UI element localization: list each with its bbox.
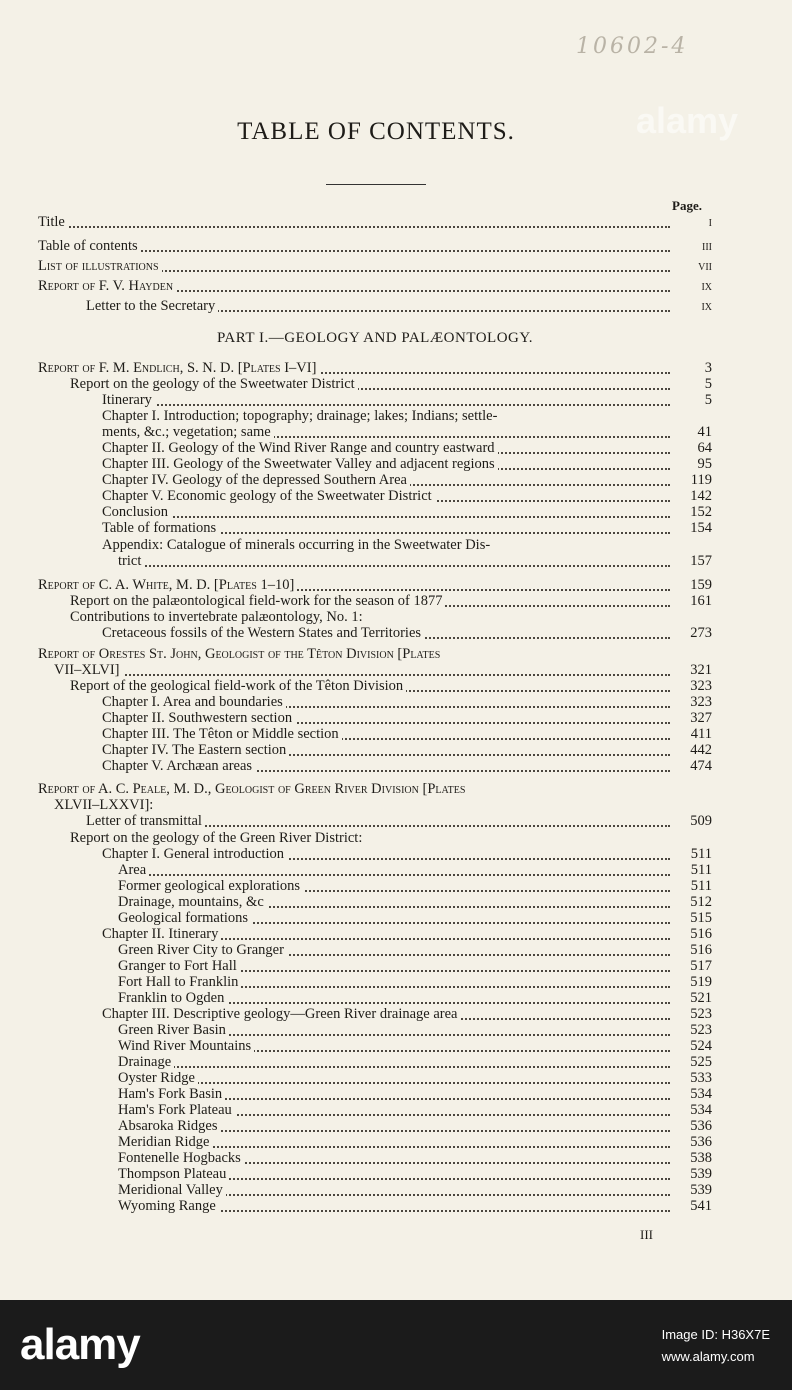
toc-entry-page: 523 [690,1006,712,1022]
toc-entry-page: 541 [690,1198,712,1214]
toc-entry-page: ix [701,298,712,314]
toc-entry-page: 41 [697,424,712,440]
toc-entry [0,1038,712,1054]
toc-entry [0,1150,712,1166]
toc-entry-label: Report of A. C. Peale, M. D., Geologist of Green River Division [Plates [38,781,468,797]
toc-entry-label: Report on the palæontological field-work for the season of 1877 [70,593,445,609]
toc-entry-label: Chapter I. Area and boundaries [102,694,286,710]
toc-entry [0,440,712,456]
toc-entry-label: Thompson Plateau [118,1166,229,1182]
toc-entry-label: Cretaceous fossils of the Western States and Territories [102,625,424,641]
toc-entry-label: Wyoming Range [118,1198,219,1214]
toc-entry-label: Chapter IV. The Eastern section [102,742,289,758]
toc-entry [0,537,712,553]
site-url: www.alamy.com [661,1349,755,1364]
toc-entry-page: 142 [690,488,712,504]
toc-entry [0,1102,712,1118]
toc-entry-label: Ham's Fork Plateau [118,1102,235,1118]
dot-leader [118,874,670,876]
toc-entry-label: Former geological explorations [118,878,303,894]
toc-entry [0,472,712,488]
page-column-heading: Page. [672,198,702,213]
toc-entry [0,609,712,625]
toc-entry [0,376,712,392]
toc-entry [0,781,712,797]
toc-entry-page: 3 [704,360,712,376]
dot-leader [118,1066,670,1068]
toc-entry [0,1022,712,1038]
toc-entry-label: Report of Orestes St. John, Geologist of the Têton Division [Plates [38,646,443,662]
toc-entry [0,910,712,926]
toc-entry [0,662,712,678]
toc-entry [0,424,712,440]
toc-entry-page: 515 [690,910,712,926]
toc-entry [0,646,712,662]
toc-entry [0,710,712,726]
toc-entry-page: 534 [690,1102,712,1118]
toc-entry-page: 533 [690,1070,712,1086]
toc-entry [0,758,712,774]
toc-entry [0,1134,712,1150]
toc-entry-label: Area [118,862,149,878]
page-title: TABLE OF CONTENTS. [237,118,515,145]
toc-entry-page: 321 [690,662,712,678]
toc-entry-label: Chapter V. Economic geology of the Sweetwater District [102,488,435,504]
toc-entry-label: Title [38,214,68,230]
toc-entry-page: 539 [690,1182,712,1198]
toc-entry-page: 161 [690,593,712,609]
toc-entry [0,392,712,408]
toc-entry [0,577,712,593]
toc-entry-page: i [708,214,712,230]
toc-entry-page: iii [702,238,712,254]
toc-entry-page: 539 [690,1166,712,1182]
dot-leader [54,674,670,676]
toc-entry [0,974,712,990]
toc-entry-page: 523 [690,1022,712,1038]
toc-entry-label: Fort Hall to Franklin [118,974,241,990]
toc-entry-page: 536 [690,1134,712,1150]
handwritten-catalog-number: 10602-4 [576,34,689,59]
toc-entry-page: 525 [690,1054,712,1070]
toc-entry [0,958,712,974]
toc-entry-label: trict [118,553,144,569]
toc-entry-label: Conclusion [102,504,171,520]
toc-entry-label: Report of C. A. White, M. D. [Plates 1–10] [38,577,297,593]
toc-entry-label: Report on the geology of the Sweetwater District [70,376,358,392]
toc-entry-page: 536 [690,1118,712,1134]
toc-entry-page: 509 [690,813,712,829]
toc-entry-label: Report of F. V. Hayden [38,278,176,294]
toc-entry-page: 534 [690,1086,712,1102]
toc-entry-label: Letter to the Secretary [86,298,218,314]
toc-entry [0,278,712,294]
toc-entry-page: 411 [690,726,712,742]
toc-entry-page: 517 [690,958,712,974]
toc-entry-label: Chapter II. Southwestern section [102,710,295,726]
dot-leader [38,226,670,228]
toc-entry-page: 273 [690,625,712,641]
toc-entry [0,408,712,424]
toc-entry [0,878,712,894]
toc-entry-label: List of illustrations [38,258,162,274]
toc-entry-label: Green River Basin [118,1022,229,1038]
toc-entry [0,520,712,536]
toc-entry [0,797,712,813]
toc-entry [0,894,712,910]
toc-entry [0,726,712,742]
toc-entry [0,258,712,274]
toc-entry-page: 511 [690,862,712,878]
toc-entry-label: Chapter III. Descriptive geology—Green River drainage area [102,1006,461,1022]
part-heading: PART I.—GEOLOGY AND PALÆONTOLOGY. [216,330,534,346]
toc-entry-label: Meridional Valley [118,1182,226,1198]
toc-entry [0,504,712,520]
toc-entry-label: Drainage [118,1054,174,1070]
image-id-block [662,1324,770,1368]
toc-entry-label: Appendix: Catalogue of minerals occurring in the Sweetwater Dis- [102,537,493,553]
toc-entry [0,360,712,376]
toc-entry-page: 511 [690,878,712,894]
dot-leader [102,516,670,518]
toc-entry-page: ix [701,278,712,294]
image-id: Image ID: H36X7E [661,1327,770,1342]
toc-entry [0,1198,712,1214]
toc-entry-label: Absaroka Ridges [118,1118,220,1134]
toc-entry-page: 442 [690,742,712,758]
toc-entry-page: 159 [690,577,712,593]
dot-leader [118,1082,670,1084]
alamy-logo: alamy [20,1320,140,1369]
toc-entry-page: 538 [690,1150,712,1166]
toc-entry [0,742,712,758]
toc-entry [0,488,712,504]
toc-entry-label: XLVII–LXXVI]: [54,797,156,813]
toc-entry-label: VII–XLVI] [54,662,123,678]
toc-entry [0,846,712,862]
toc-entry-page: 524 [690,1038,712,1054]
toc-entry-label: Chapter III. The Têton or Middle section [102,726,342,742]
page-number: III [640,1227,653,1242]
toc-entry-label: Granger to Fort Hall [118,958,240,974]
toc-entry-label: Drainage, mountains, &c [118,894,267,910]
toc-entry [0,1118,712,1134]
toc-entry [0,830,712,846]
toc-entry-label: ments, &c.; vegetation; same [102,424,274,440]
toc-entry-label: Report of the geological field-work of the Têton Division [70,678,406,694]
toc-entry-page: 516 [690,926,712,942]
toc-entry-page: 5 [704,376,712,392]
toc-entry-page: 519 [690,974,712,990]
toc-entry [0,1070,712,1086]
toc-entry-label: Franklin to Ogden [118,990,227,1006]
toc-entry-page: 157 [690,553,712,569]
toc-entry-page: 511 [690,846,712,862]
toc-entry-label: Oyster Ridge [118,1070,198,1086]
toc-entry-page: 323 [690,694,712,710]
toc-entry [0,238,712,254]
toc-entry-page: 154 [690,520,712,536]
toc-entry-label: Report of F. M. Endlich, S. N. D. [Plates I–VI] [38,360,319,376]
toc-entry-label: Contributions to invertebrate palæontology, No. 1: [70,609,366,625]
stock-footer [0,1300,792,1390]
toc-entry-page: 323 [690,678,712,694]
toc-entry-label: Chapter III. Geology of the Sweetwater Valley and adjacent regions [102,456,498,472]
toc-entry [0,813,712,829]
toc-entry-label: Fontenelle Hogbacks [118,1150,244,1166]
toc-entry-page: 516 [690,942,712,958]
toc-entry-label: Chapter I. Introduction; topography; drainage; lakes; Indians; settle- [102,408,500,424]
toc-entry [0,1086,712,1102]
toc-entry [0,593,712,609]
toc-entry [0,298,712,314]
toc-entry-label: Chapter II. Geology of the Wind River Range and country eastward [102,440,498,456]
toc-entry-label: Report on the geology of the Green River District: [70,830,365,846]
watermark: alamy [636,100,739,141]
toc-entry-label: Letter of transmittal [86,813,205,829]
title-divider [326,184,426,185]
toc-entry-label: Table of contents [38,238,141,254]
dot-leader [102,404,670,406]
toc-entry [0,456,712,472]
toc-entry [0,694,712,710]
toc-entry [0,214,712,230]
toc-entry [0,942,712,958]
toc-entry-label: Chapter IV. Geology of the depressed Southern Area [102,472,410,488]
toc-entry-page: 5 [704,392,712,408]
toc-entry-label: Itinerary [102,392,155,408]
toc-entry [0,625,712,641]
dot-leader [118,565,670,567]
toc-entry [0,678,712,694]
toc-entry-page: 512 [690,894,712,910]
toc-entry [0,1182,712,1198]
toc-entry-label: Wind River Mountains [118,1038,254,1054]
toc-entry-label: Table of formations [102,520,219,536]
toc-entry-label: Geological formations [118,910,251,926]
toc-entry-label: Meridian Ridge [118,1134,212,1150]
toc-entry-label: Chapter II. Itinerary [102,926,221,942]
toc-entry [0,862,712,878]
toc-entry-label: Green River City to Granger [118,942,287,958]
toc-entry-label: Chapter I. General introduction [102,846,287,862]
toc-entry [0,1166,712,1182]
toc-entry-page: 521 [690,990,712,1006]
toc-entry [0,990,712,1006]
toc-entry [0,1054,712,1070]
toc-entry-page: 152 [690,504,712,520]
toc-entry-label: Chapter V. Archæan areas [102,758,255,774]
toc-entry-page: 474 [690,758,712,774]
toc-entry-page: 119 [690,472,712,488]
toc-entry-page: 95 [697,456,712,472]
toc-entry-page: 327 [690,710,712,726]
toc-entry-label: Ham's Fork Basin [118,1086,225,1102]
toc-entry-page: vii [698,258,712,274]
toc-entry [0,1006,712,1022]
toc-entry [0,553,712,569]
toc-entry-page: 64 [697,440,712,456]
toc-entry [0,926,712,942]
